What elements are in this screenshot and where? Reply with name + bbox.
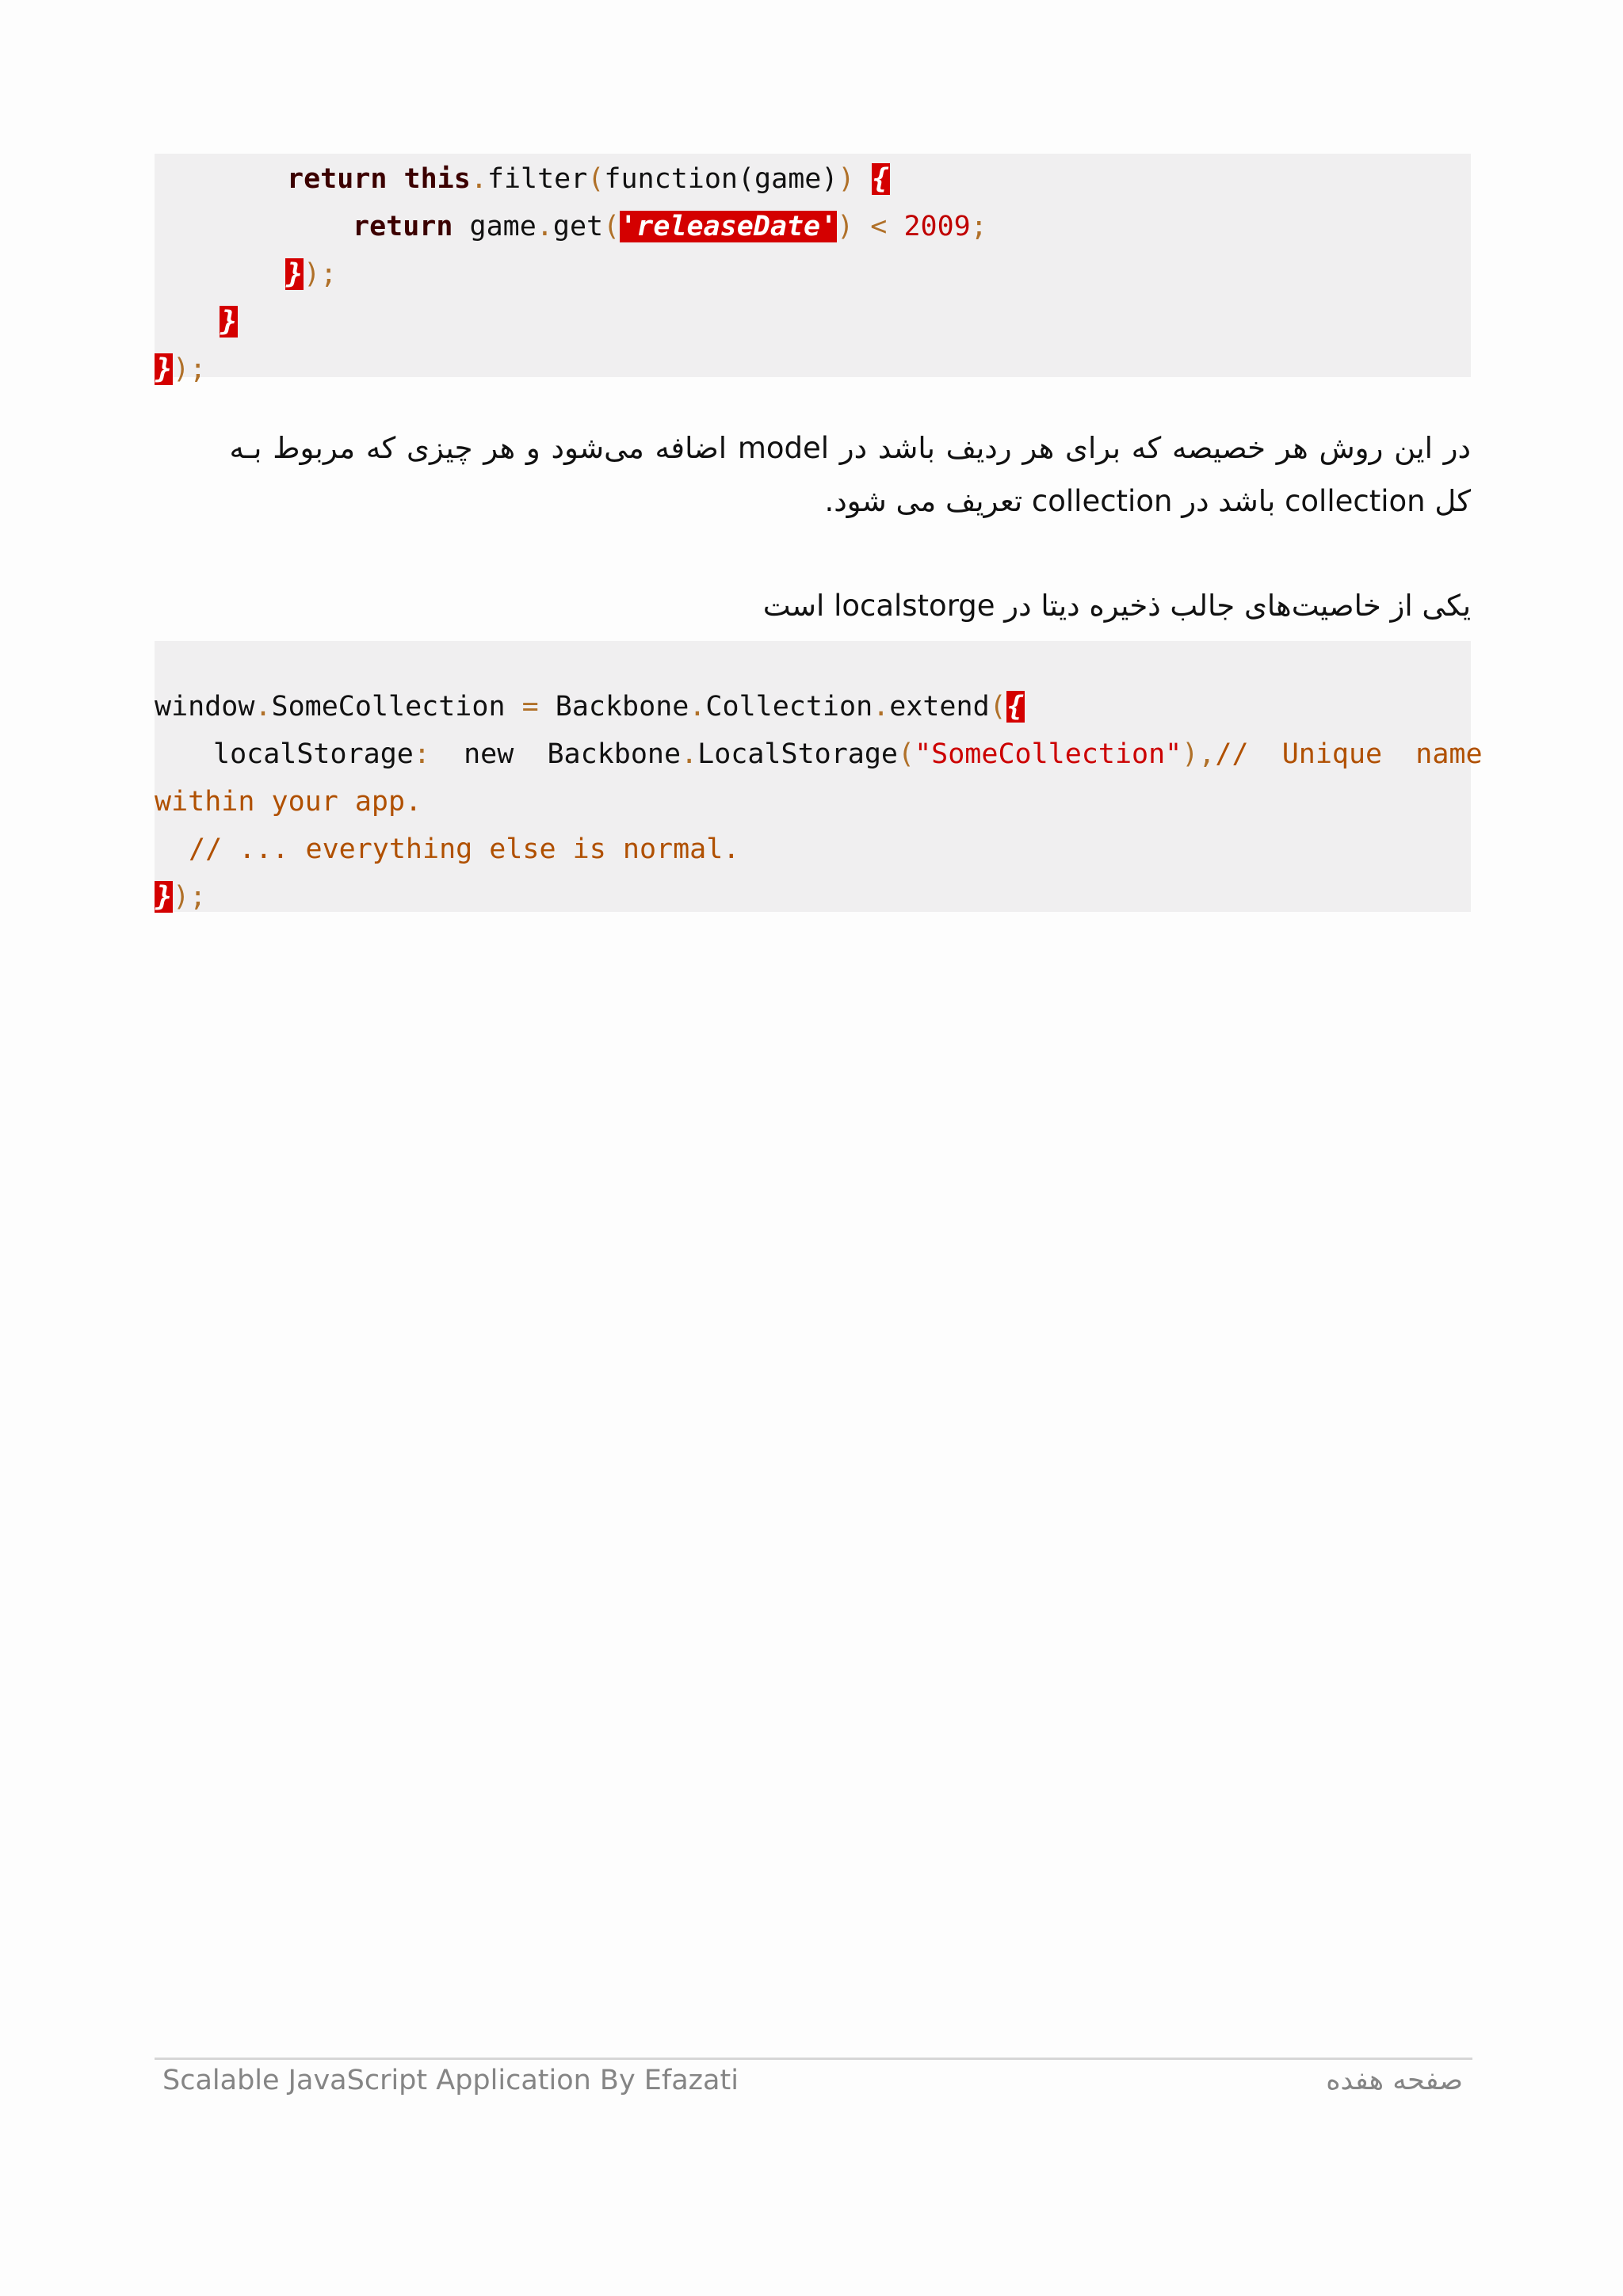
footer-title: Scalable JavaScript Application By Efazati: [162, 2065, 739, 2096]
code-punct: .: [689, 691, 706, 723]
code-ident: Collection: [705, 691, 873, 723]
code-keyword: new: [464, 738, 514, 770]
footer-page-number: صفحه هفده: [1326, 2065, 1463, 2096]
code-punct: );: [173, 353, 207, 385]
code-error-brace: }: [155, 881, 173, 913]
paragraph-localstorage: [155, 579, 1471, 632]
code-line: [353, 203, 987, 250]
footer-divider: [155, 2058, 1472, 2060]
code-operator: =: [521, 691, 539, 723]
paragraph-line: کل collection باشد در collection تعریف می شود.: [824, 484, 1471, 518]
code-punct: .: [681, 738, 698, 770]
code-ident: window: [155, 691, 255, 723]
code-ident: Backbone: [547, 738, 682, 770]
code-segment: [155, 730, 1215, 778]
code-number: 2009: [903, 211, 971, 242]
code-operator: <: [870, 211, 888, 242]
code-block-localstorage: [155, 641, 1483, 913]
code-error-brace: }: [220, 306, 238, 338]
code-line: [155, 345, 206, 393]
code-punct: .: [470, 163, 487, 195]
code-error-brace: }: [155, 353, 173, 385]
code-string-highlighted: 'releaseDate': [620, 211, 838, 242]
code-punct: ): [837, 211, 854, 242]
code-punct: .: [873, 691, 890, 723]
code-ident: function(game): [604, 163, 838, 195]
paragraph-line: یکی از خاصیت‌های جالب ذخیره دیتا در localstorge است: [762, 589, 1471, 623]
code-comment: // Unique name: [1215, 738, 1483, 770]
code-string: "SomeCollection": [915, 738, 1182, 770]
code-ident: localStorage: [213, 738, 414, 770]
code-ident: game: [469, 211, 537, 242]
paragraph-line: در این روش هر خصیصه که برای هر ردیف باشد در model اضافه می‌شود و هر چیزی که مربوط بـه: [229, 431, 1471, 465]
code-ident: filter: [487, 163, 588, 195]
code-comment: // ... everything else is normal.: [189, 833, 740, 865]
code-block-filter: [155, 154, 1471, 385]
code-punct: .: [254, 691, 272, 723]
code-punct: ),: [1182, 738, 1216, 770]
code-line: [155, 873, 206, 921]
code-ident: Backbone: [555, 691, 689, 723]
code-punct: ;: [970, 211, 987, 242]
code-keyword: this: [403, 163, 471, 195]
code-punct: :: [413, 738, 430, 770]
code-line: [155, 683, 1025, 730]
code-error-brace: {: [1006, 691, 1024, 723]
code-error-brace: }: [286, 258, 304, 290]
code-line: [220, 298, 238, 345]
code-punct: (: [898, 738, 915, 770]
code-punct: (: [989, 691, 1006, 723]
code-error-brace: {: [872, 163, 889, 195]
code-ident: get: [552, 211, 604, 242]
code-ident: SomeCollection: [271, 691, 506, 723]
code-punct: (: [603, 211, 621, 242]
code-ident: extend: [889, 691, 990, 723]
code-keyword: return: [353, 211, 453, 242]
code-line: [287, 155, 890, 203]
code-keyword: return: [287, 163, 388, 195]
code-line: [155, 730, 1483, 778]
code-ident: LocalStorage: [697, 738, 899, 770]
paragraph-model-collection: [155, 421, 1471, 528]
code-punct: ): [838, 163, 855, 195]
code-punct: (: [587, 163, 605, 195]
code-punct: );: [304, 258, 338, 290]
code-line: [285, 250, 337, 298]
code-punct: );: [173, 881, 207, 913]
code-punct: .: [536, 211, 553, 242]
code-comment: within your app.: [155, 786, 422, 818]
